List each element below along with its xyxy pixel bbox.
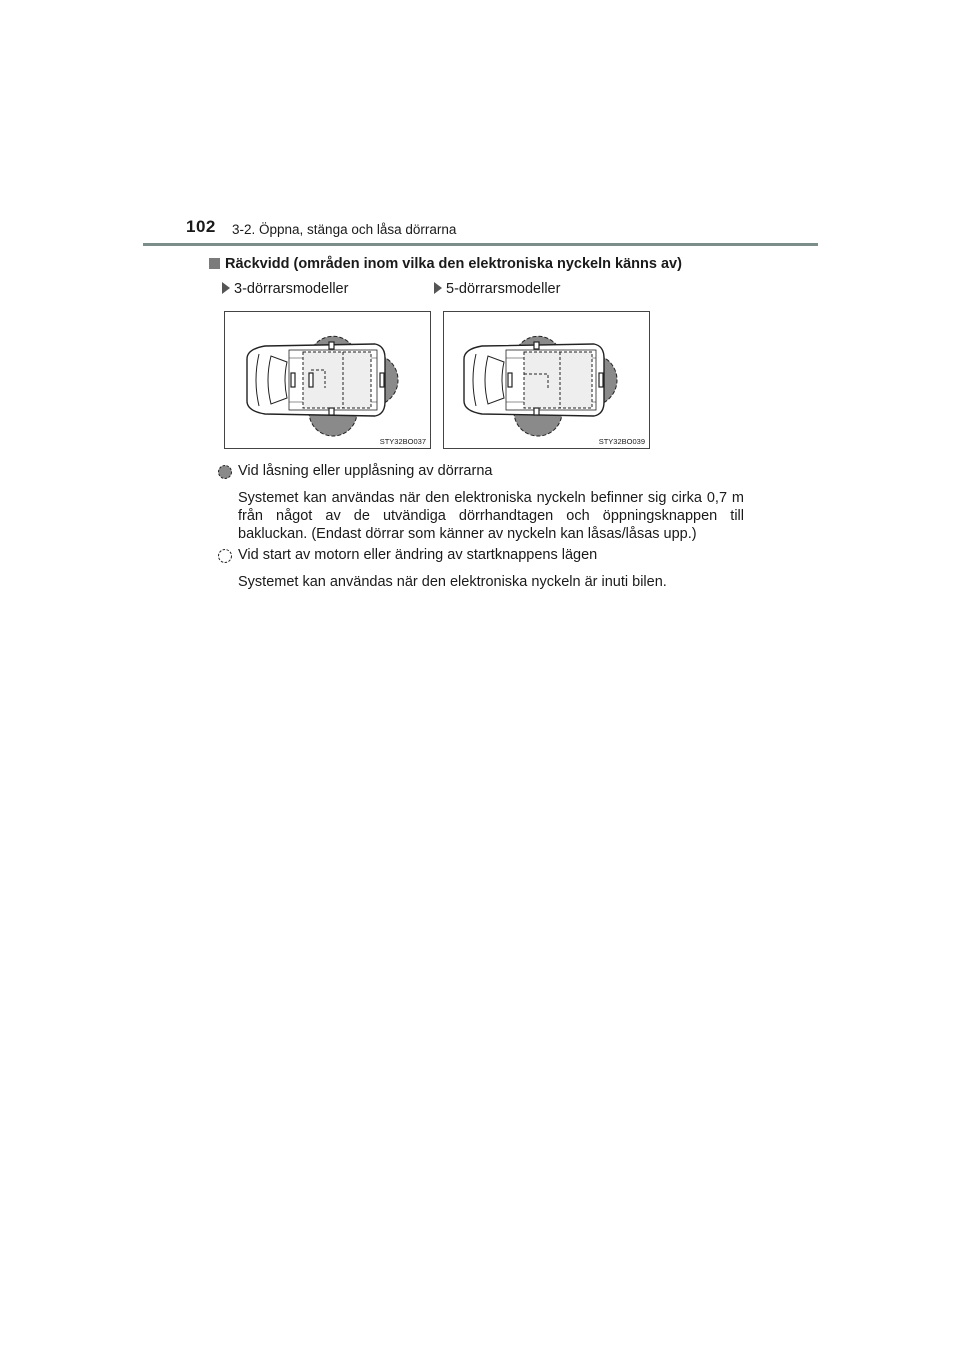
model-label-text: 3-dörrarsmodeller bbox=[234, 281, 349, 297]
antenna-front bbox=[291, 373, 295, 387]
antenna-door-top bbox=[329, 342, 334, 349]
figure-code: STY32BO039 bbox=[598, 437, 645, 446]
section-heading-text: Räckvidd (områden inom vilka den elektroniska nyckeln känns av) bbox=[225, 256, 682, 272]
antenna-door-bottom bbox=[329, 408, 334, 415]
legend-description-starting: Systemet kan användas när den elektroniska nyckeln är inuti bilen. bbox=[238, 574, 667, 590]
figure-code: STY32BO037 bbox=[379, 437, 426, 446]
section-heading bbox=[209, 256, 682, 272]
antenna-rear bbox=[380, 373, 384, 387]
shaded-zone-icon bbox=[217, 464, 233, 480]
legend-title-locking: Vid låsning eller upplåsning av dörrarna bbox=[238, 463, 493, 479]
legend-title-starting: Vid start av motorn eller ändring av startknappens lägen bbox=[238, 547, 598, 563]
triangle-bullet-icon bbox=[222, 282, 230, 294]
antenna-door-bottom bbox=[534, 408, 539, 415]
triangle-bullet-icon bbox=[434, 282, 442, 294]
figure-5-door bbox=[443, 311, 650, 449]
figure-3-door bbox=[224, 311, 431, 449]
legend-description-locking: Systemet kan användas när den elektroniska nyckeln befinner sig cirka 0,7 m från något av de utvändiga dörrhandtagen och öppningsknappen till bakluckan. (Endast dörrar som känner av nyckeln kan låsas/låsas upp.) bbox=[238, 490, 744, 542]
chapter-title: 3-2. Öppna, stänga och låsa dörrarna bbox=[232, 222, 457, 237]
car-windshield bbox=[485, 356, 504, 404]
car-windshield bbox=[268, 356, 287, 404]
header-rule bbox=[143, 243, 818, 246]
model-label-3-door bbox=[222, 281, 348, 297]
model-label-5-door bbox=[434, 281, 560, 297]
model-label-text: 5-dörrarsmodeller bbox=[446, 281, 561, 297]
square-bullet-icon bbox=[209, 258, 220, 269]
cabin-zone bbox=[524, 352, 592, 408]
car-diagram-5-door bbox=[444, 312, 649, 448]
antenna-front bbox=[508, 373, 512, 387]
dashed-zone-icon bbox=[217, 548, 233, 564]
antenna-rear bbox=[599, 373, 603, 387]
antenna-door-top bbox=[534, 342, 539, 349]
page-number: 102 bbox=[186, 217, 216, 236]
antenna-center bbox=[309, 373, 313, 387]
car-diagram-3-door bbox=[225, 312, 430, 448]
